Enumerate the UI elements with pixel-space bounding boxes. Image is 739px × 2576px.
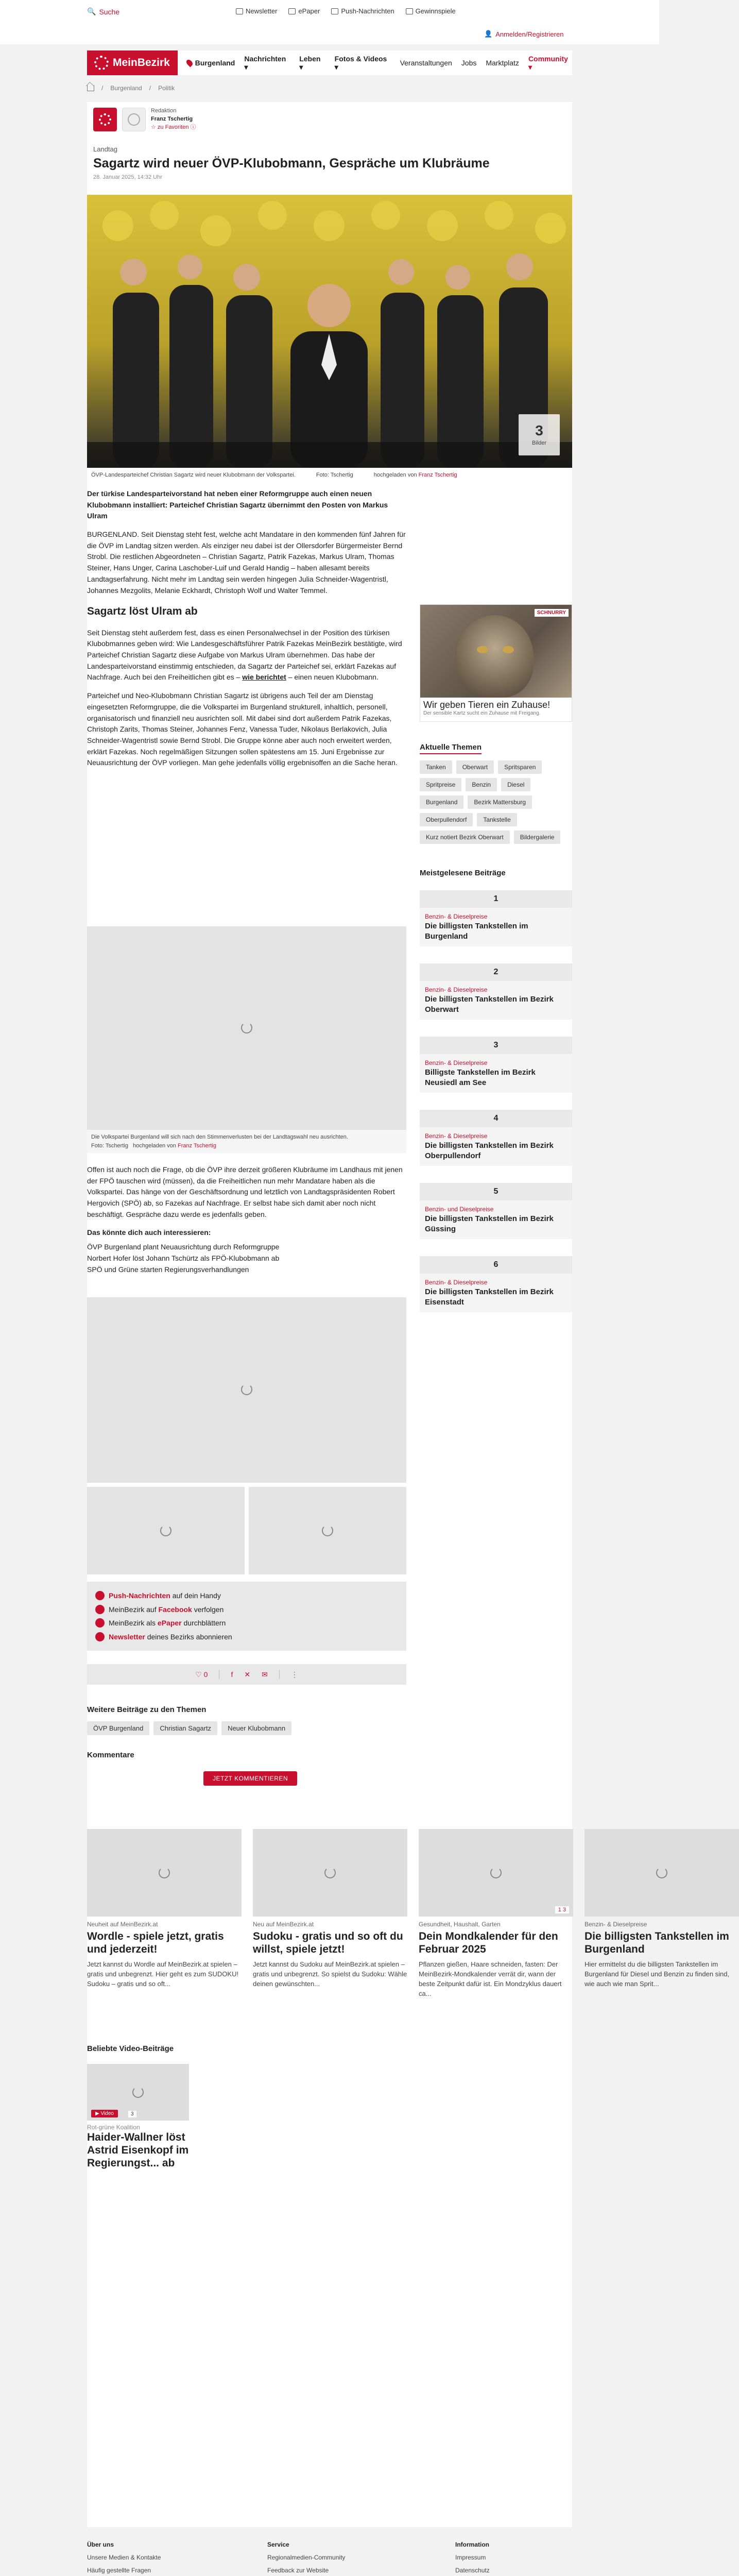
related-teaser-image[interactable]: [249, 1487, 406, 1574]
ad-subtitle: Der sensible Kartz sucht ein Zuhause mit Freigang.: [423, 710, 541, 716]
teaser-card[interactable]: Neu auf MeinBezirk.at Sudoku - gratis und so oft du willst, spiele jetzt! Jetzt kannst du Sudoku auf MeinBezirk.at spielen – gratis und unbegrenzt. So spielst du Sudoku: Wähle deinen gewünschten...: [253, 1829, 407, 1989]
brand-badge: [93, 108, 117, 131]
breadcrumb: / Burgenland / Politik: [87, 84, 175, 92]
most-read-title: Meistgelesene Beiträge: [420, 869, 506, 877]
article-body-continued: [87, 1164, 406, 1275]
login-link[interactable]: 👤 Anmelden/Registrieren: [484, 30, 564, 38]
author-name[interactable]: Franz Tschertig: [151, 115, 193, 122]
tags-title: Weitere Beiträge zu den Themen: [87, 1705, 207, 1714]
paragraph: Seit Dienstag steht außerdem fest, dass es einen Personalwechsel in der Position des türkisen Klubobmannes geben wird: Wie Landesgeschäftsführer Patrik Fazekas MeinBezirk bestätigte, wird Parteichef Christian Sagartz diese Aufgabe von Markus Ulram übernehmen. Das habe der Landesparteivorstand einstimmig entschieden, da Sagartz der Parteichef sei, erklärt Fazekas auf Nachfrage. Auch bei den Freiheitlichen gibt es – wie berichtet – einen neuen Klubobmann.: [87, 628, 402, 682]
tag-item[interactable]: Christian Sagartz: [153, 1721, 217, 1735]
footer-link[interactable]: Datenschutz: [455, 2567, 490, 2574]
article-container: [87, 102, 730, 2529]
loading-spinner-icon: [159, 1867, 170, 1878]
topic-chip[interactable]: Kurz notiert Bezirk Oberwart: [420, 831, 510, 844]
footer-column: Service Regionalmedien-Community Feedback zur Website: [267, 2538, 345, 2576]
utility-links: [236, 7, 456, 15]
user-icon: 👤: [484, 30, 493, 38]
mail-icon: [236, 8, 243, 14]
loading-spinner-icon: [656, 1867, 667, 1878]
video-thumbnail: [87, 2064, 189, 2121]
footer-link[interactable]: Unsere Medien & Kontakte: [87, 2554, 161, 2562]
related-teaser-image[interactable]: [87, 1487, 245, 1574]
author-avatar[interactable]: [122, 108, 146, 131]
loading-spinner-icon: [322, 1525, 333, 1536]
related-title: Das könnte dich auch interessieren:: [87, 1228, 211, 1237]
nav-veranstaltungen[interactable]: Veranstaltungen: [400, 59, 452, 67]
nav-nachrichten[interactable]: Nachrichten ▾: [244, 54, 286, 71]
teaser-card[interactable]: Benzin- & Dieselpreise Die billigsten Tankstellen im Burgenland Hier ermittelst du die billigsten Tankstellen im Burgenland für Diesel und Benzin zu finden sind, wie auch wie man Sprit...: [585, 1829, 739, 1989]
search-link[interactable]: 🔍 Suche: [87, 7, 120, 16]
topic-chip[interactable]: Burgenland: [420, 795, 463, 809]
footer-link[interactable]: Feedback zur Website: [267, 2567, 329, 2574]
search-icon: 🔍: [87, 7, 96, 15]
user-icon: [128, 113, 140, 126]
related-link[interactable]: ÖVP Burgenland plant Neuausrichtung durch Reformgruppe: [87, 1243, 280, 1251]
teaser-card[interactable]: 1 3 Gesundheit, Haushalt, Garten Dein Mondkalender für den Februar 2025 Pflanzen gießen, Haare schneiden, fasten: Der MeinBezirk-Mondkalender verrät dir, wann der beste Zeitpunkt dafür ist. Ein Mondzyklus dauert ca...: [419, 1829, 573, 1999]
bell-icon: [95, 1591, 105, 1600]
topic-chips: [420, 760, 572, 844]
paragraph: BURGENLAND. Seit Dienstag steht fest, welche acht Mandatare in den kommenden fünf Jahren für die ÖVP im Landtag sitzen werden. Als einziger neu dabei ist der Ollersdorfer Bürgermeister Bernd Strobl. Die restlichen Abgeordneten – Christian Sagartz, Patrik Fazekas, Markus Ulram, Thomas Steiner, Hans Unger, Carina Laschober-Luif und Gerald Handig – haben allesamt bereits Landtagserfahrung. Nicht mehr im Landtag sein werden hingegen Julia Schneider-Wagentristl, Johannes Mezgolits, Melanie Eckhardt, Christoph Wolf und Walter Temmel.: [87, 530, 406, 595]
document-icon: [95, 1618, 105, 1628]
hero-caption: ÖVP-Landesparteichef Christian Sagartz wird neuer Klubobmann der Volkspartei. Foto: Tschertig hochgeladen von Franz Tschertig: [91, 472, 457, 478]
tag-list: [87, 1721, 291, 1735]
teaser-image: [585, 1829, 739, 1917]
top-utility-bar: [0, 0, 659, 44]
most-read-item[interactable]: 1 Benzin- & Dieselpreise Die billigsten Tankstellen im Burgenland: [420, 890, 572, 946]
tag-item[interactable]: ÖVP Burgenland: [87, 1721, 149, 1735]
most-read-item[interactable]: 2 Benzin- & Dieselpreise Die billigsten Tankstellen im Bezirk Oberwart: [420, 963, 572, 1020]
footer-link[interactable]: Impressum: [455, 2554, 486, 2562]
nav-leben[interactable]: Leben ▾: [299, 54, 321, 71]
epaper-row[interactable]: MeinBezirk als ePaper durchblättern: [95, 1616, 398, 1630]
site-logo[interactable]: MeinBezirk: [87, 50, 178, 75]
related-link[interactable]: SPÖ und Grüne starten Regierungsverhandlungen: [87, 1265, 249, 1274]
teaser-carousel: [87, 1829, 730, 1999]
push-link[interactable]: Push-Nachrichten: [331, 7, 394, 15]
gallery-count[interactable]: 3 Bilder: [519, 414, 560, 455]
comments-title: Kommentare: [87, 1751, 134, 1759]
section-heading: Sagartz löst Ulram ab: [87, 605, 198, 618]
loading-spinner-icon: [324, 1867, 336, 1878]
most-read-item[interactable]: 5 Benzin- und Dieselpreise Die billigsten Tankstellen im Bezirk Güssing: [420, 1183, 572, 1239]
push-row[interactable]: Push-Nachrichten auf dein Handy: [95, 1589, 398, 1603]
share-bar: [87, 1664, 406, 1685]
facebook-share-icon[interactable]: f: [231, 1670, 233, 1679]
heart-icon: ♡: [195, 1670, 202, 1679]
tag-item[interactable]: Neuer Klubobmann: [221, 1721, 291, 1735]
footer-column: Information Impressum Datenschutz: [455, 2538, 507, 2576]
home-icon[interactable]: [87, 85, 94, 91]
article-body: [87, 488, 406, 776]
logo-icon: [94, 56, 109, 70]
most-read-item[interactable]: 3 Benzin- & Dieselpreise Billigste Tankstellen im Bezirk Neusiedl am See: [420, 1037, 572, 1093]
loading-spinner-icon: [241, 1022, 252, 1033]
location-pin-icon: [185, 59, 194, 67]
main-navigation: [87, 50, 572, 75]
hero-photo: [87, 195, 572, 468]
article-category: Landtag: [93, 145, 117, 153]
image-caption: Die Volkspartei Burgenland will sich nach den Stimmenverlusten bei der Landtagswahl neu ausrichten. Foto: Tschertig hochgeladen von Franz Tschertig: [87, 1130, 406, 1153]
mail-icon: [95, 1632, 105, 1641]
teaser-card[interactable]: Neuheit auf MeinBezirk.at Wordle - spiele jetzt, gratis und jederzeit! Jetzt kannst du Wordle auf MeinBezirk.at spielen – gratis und unbegrenzt. Hier geht es zum SUDOKU! Sudoku – gratis und so oft...: [87, 1829, 242, 1989]
document-icon: [288, 8, 296, 14]
newsletter-link[interactable]: Newsletter: [236, 7, 277, 15]
nav-community[interactable]: Community ▾: [528, 54, 568, 71]
image-count-badge: 3: [128, 2111, 136, 2117]
facebook-icon: [95, 1605, 105, 1614]
region-selector[interactable]: Burgenland: [187, 59, 235, 67]
related-link[interactable]: Norbert Hofer löst Johann Tschürtz als FPÖ-Klubobmann ab: [87, 1253, 280, 1262]
loading-spinner-icon: [160, 1525, 171, 1536]
topic-chip[interactable]: Spritsparen: [498, 760, 542, 774]
topic-chip[interactable]: Oberpullendorf: [420, 813, 473, 826]
logo-icon: [99, 113, 111, 126]
comment-button[interactable]: JETZT KOMMENTIEREN: [203, 1771, 297, 1786]
loading-spinner-icon: [490, 1867, 502, 1878]
sidebar-ad[interactable]: [420, 604, 572, 722]
video-section-title: Beliebte Video-Beiträge: [87, 2044, 174, 2053]
breadcrumb-politik[interactable]: Politik: [158, 84, 175, 92]
teaser-image: [253, 1829, 407, 1917]
favorite-button[interactable]: ☆ zu Favoriten ⓘ: [151, 124, 196, 130]
mail-share-icon[interactable]: ✉: [262, 1670, 268, 1679]
site-footer: [87, 2527, 572, 2576]
gift-icon: [406, 8, 413, 14]
article-date: 28. Januar 2025, 14:32 Uhr: [93, 174, 162, 180]
most-read-item[interactable]: 4 Benzin- & Dieselpreise Die billigsten Tankstellen im Bezirk Oberpullendorf: [420, 1110, 572, 1166]
topic-chip[interactable]: Benzin: [466, 778, 497, 791]
newsletter-row[interactable]: Newsletter deines Bezirks abonnieren: [95, 1630, 398, 1644]
ad-image: SCHNURRY: [420, 605, 572, 698]
footer-column: Über uns Unsere Medien & Kontakte Häufig gestellte Fragen: [87, 2538, 163, 2576]
related-teaser-image[interactable]: [87, 1297, 406, 1483]
footer-link[interactable]: Häufig gestellte Fragen: [87, 2567, 151, 2574]
teaser-image: [419, 1829, 573, 1917]
most-read-item[interactable]: 6 Benzin- & Dieselpreise Die billigsten Tankstellen im Bezirk Eisenstadt: [420, 1256, 572, 1312]
ad-title: Wir geben Tieren ein Zuhause!: [423, 700, 551, 710]
nav-marktplatz[interactable]: Marktplatz: [486, 59, 519, 67]
loading-spinner-icon: [132, 2087, 144, 2098]
page-title: Sagartz wird neuer ÖVP-Klubobmann, Gespräche um Klubräume: [93, 156, 490, 171]
bell-icon: [331, 8, 338, 14]
inline-link[interactable]: wie berichtet: [242, 673, 286, 682]
paragraph: Parteichef und Neo-Klubobmann Christian Sagartz ist übrigens auch Teil der am Dienstag eingesetzten Reformgruppe, die die Volkspartei im Burgenland strukturell, inhaltlich, personell, organisatorisch und finanziell neu ausrichten soll. Mit dabei sind dort außerdem Patrik Fazekas, Christoph Zarits, Thomas Steiner, Johannes Fenz, Vanessa Tuder, Nikolaus Berlakovich, Julia Schneider-Wagentristl sowie Bernd Strobl. Die Gruppe könne aber auch noch erweitert werden, erklärt Fazekas. Noch regelmäßigen Sitzungen sollen spätestens am 15. Juni Ergebnisse zur Neuausrichtung der ÖVP vorliegen. Man gehe jedenfalls völlig ergebnisoffen an die Sache heran.: [87, 691, 398, 767]
video-card[interactable]: ▶ Video 3 Rot-grüne Koalition Haider-Wallner löst Astrid Eisenkopf im Regierungst... ab: [87, 2064, 189, 2170]
like-button[interactable]: ♡ 0: [195, 1670, 208, 1679]
more-icon[interactable]: ⋮: [290, 1670, 298, 1679]
topic-chip[interactable]: Oberwart: [456, 760, 494, 774]
breadcrumb-burgenland[interactable]: Burgenland: [110, 84, 142, 92]
comment-count-badge: 1 3: [555, 1906, 569, 1913]
paragraph: Offen ist auch noch die Frage, ob die ÖVP ihre derzeit größeren Klubräume im Landhaus mit jenen der FPÖ tauschen wird (müssen), da die Freiheitlichen nun mehr Mandatare haben als die Volkspartei. Das hänge von der Geschäftsordnung und letztlich von Landtagspräsidenten Robert Hergovich (SPÖ) ab, so Fazekas auf Nachfrage. Er selbst habe sich damit aber noch nicht beschäftigt. Gespräche dazu werde es jedenfalls geben.: [87, 1165, 403, 1218]
nav-fotos-videos[interactable]: Fotos & Videos ▾: [334, 54, 387, 71]
teaser-image: [87, 1829, 242, 1917]
facebook-row[interactable]: MeinBezirk auf Facebook verfolgen: [95, 1603, 398, 1617]
topic-chip[interactable]: Tanken: [420, 760, 452, 774]
subscribe-box: [87, 1582, 406, 1651]
topic-chip[interactable]: Tankstelle: [477, 813, 517, 826]
article-image[interactable]: [87, 926, 406, 1130]
epaper-link[interactable]: ePaper: [288, 7, 320, 15]
topic-chip[interactable]: Diesel: [501, 778, 530, 791]
x-share-icon[interactable]: ✕: [244, 1670, 251, 1679]
hero-image[interactable]: [87, 195, 572, 468]
topic-chip[interactable]: Bildergalerie: [514, 831, 561, 844]
nav-jobs[interactable]: Jobs: [461, 59, 477, 67]
gewinnspiele-link[interactable]: Gewinnspiele: [406, 7, 456, 15]
article-lead: Der türkise Landesparteivorstand hat neben einer Reformgruppe auch einen neuen Klubobmann installiert: Parteichef Christian Sagartz übernimmt den Posten von Markus Ulram: [87, 489, 388, 520]
topics-title: Aktuelle Themen: [420, 743, 482, 754]
topic-chip[interactable]: Bezirk Mattersburg: [468, 795, 532, 809]
topic-chip[interactable]: Spritpreise: [420, 778, 461, 791]
video-badge: ▶ Video: [91, 2110, 118, 2117]
author-label: Redaktion: [151, 108, 177, 114]
footer-link[interactable]: Regionalmedien-Community: [267, 2554, 346, 2562]
loading-spinner-icon: [241, 1384, 252, 1395]
author-box: [93, 107, 196, 132]
